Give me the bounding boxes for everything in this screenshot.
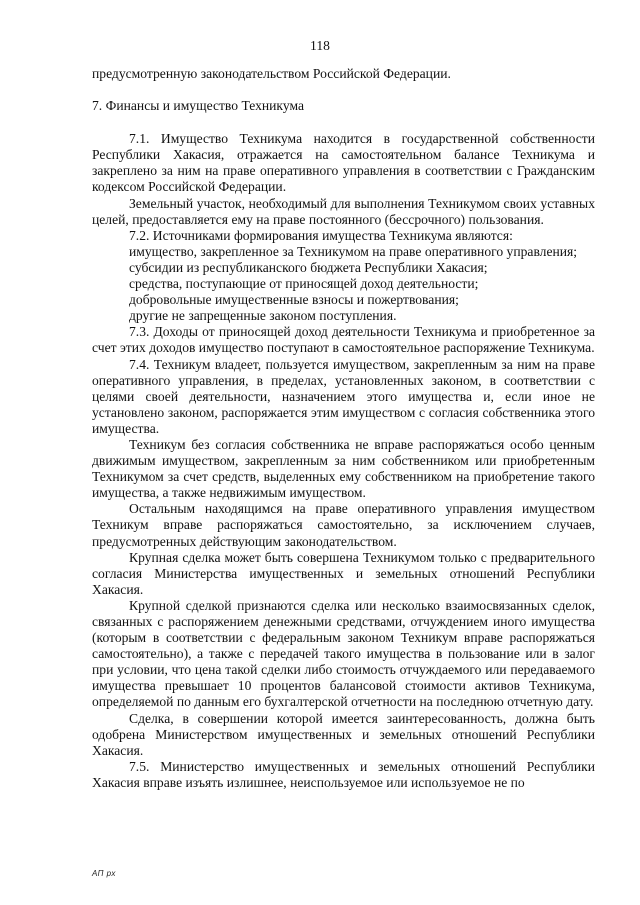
paragraph-7-5: 7.5. Министерство имущественных и земельных отношений Республики Хакасия вправе изъять излишнее, неиспользуемое или используемое не по: [92, 758, 595, 790]
paragraph-land-plot: Земельный участок, необходимый для выполнения Техникумом своих уставных целей, предоставляется ему на праве постоянного (бессрочного) пользования.: [92, 195, 595, 227]
list-item-property: имущество, закрепленное за Техникумом на праве оперативного управления;: [129, 243, 578, 259]
paragraph-7-1: 7.1. Имущество Техникума находится в государственной собственности Республики Хакасия, отражается на самостоятельном балансе Техникума и закреплено за ним на праве оперативного управления в соответствии с Гражданским кодексом Российской Федерации.: [92, 131, 595, 195]
paragraph-7-4: 7.4. Техникум владеет, пользуется имуществом, закрепленным за ним на праве оперативного управления, в пределах, установленных законом, в соответствии с целями своей деятельности, назначением этого имущества и, если иное не установлено законом, распоряжается этим имуществом с согласия собственника этого имущества.: [92, 356, 595, 436]
list-item-subsidies: субсидии из республиканского бюджета Республики Хакасия;: [129, 259, 488, 275]
list-item-other: другие не запрещенные законом поступления.: [129, 308, 397, 324]
footer-mark: АП рх: [92, 869, 116, 878]
paragraph-7-2: 7.2. Источниками формирования имущества Техникума являются:: [129, 227, 513, 243]
section-heading: 7. Финансы и имущество Техникума: [92, 98, 304, 114]
document-body: [92, 66, 595, 791]
list-item-donations: добровольные имущественные взносы и пожертвования;: [129, 292, 459, 308]
list-item-income: средства, поступающие от приносящей доход деятельности;: [129, 276, 479, 292]
paragraph-major-transaction-definition: Крупной сделкой признаются сделка или несколько взаимосвязанных сделок, связанных с распоряжением денежными средствами, отчуждением иного имущества (которым в соответствии с федеральным законом Техникум вправе распоряжаться самостоятельно), а также с передачей такого имущества в пользование или в залог при условии, что цена такой сделки либо стоимость отчуждаемого или передаваемого имущества превышает 10 процентов балансовой стоимости активов Техникума, определяемой по данным его бухгалтерской отчетности на последнюю отчетную дату.: [92, 597, 595, 710]
paragraph-7-3: 7.3. Доходы от приносящей доход деятельности Техникума и приобретенное за счет этих доходов имущество поступают в самостоятельное распоряжение Техникума.: [92, 324, 595, 356]
paragraph-continuation: предусмотренную законодательством Российской Федерации.: [92, 66, 451, 81]
paragraph-interested-transaction: Сделка, в совершении которой имеется заинтересованность, должна быть одобрена Министерством имущественных и земельных отношений Республики Хакасия.: [92, 710, 595, 758]
page-number: 118: [310, 38, 330, 53]
paragraph-major-transaction: Крупная сделка может быть совершена Техникумом только с предварительного согласия Министерства имущественных и земельных отношений Республики Хакасия.: [92, 549, 595, 597]
paragraph-remaining-property: Остальным находящимся на праве оперативного управления имуществом Техникум вправе распоряжаться самостоятельно, за исключением случаев, предусмотренных действующим законодательством.: [92, 501, 595, 549]
paragraph-valuable-property: Техникум без согласия собственника не вправе распоряжаться особо ценным движимым имуществом, закрепленным за ним собственником или приобретенным Техникумом за счет средств, выделенных ему собственником на приобретение такого имущества, а также недвижимым имуществом.: [92, 436, 595, 501]
